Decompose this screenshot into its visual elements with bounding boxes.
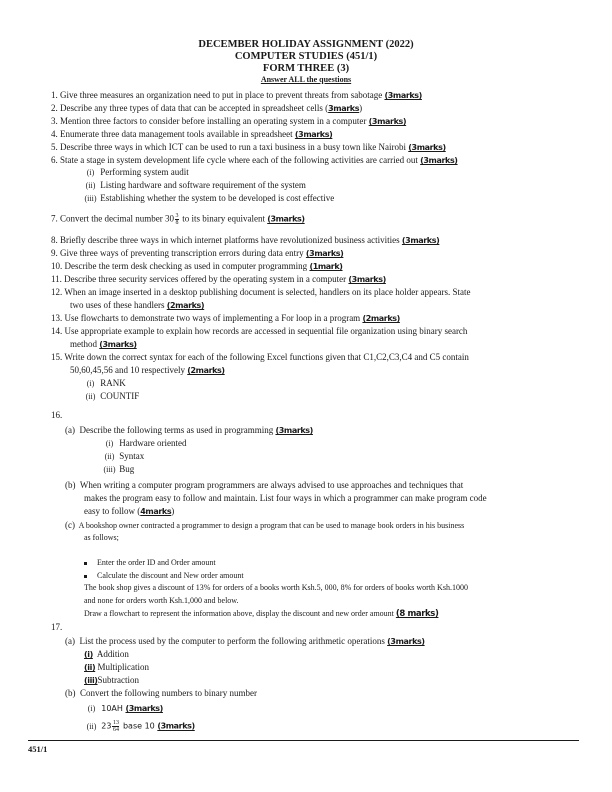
question-12: 12. When an image inserted in a desktop publishing document is selected, handlers on its place holder appears. State bbox=[51, 287, 471, 297]
question-16b-marks: 4marks bbox=[140, 507, 172, 516]
question-11-marks: (3marks) bbox=[348, 275, 386, 284]
question-14-cont: method (3marks) bbox=[70, 339, 137, 349]
fraction-3-8: $\frac{3}{8}$ bbox=[175, 213, 179, 226]
document-title: DECEMBER HOLIDAY ASSIGNMENT (2022) bbox=[198, 39, 414, 50]
question-16c-bullet: Calculate the discount and New order amount bbox=[84, 570, 244, 581]
question-7: 7. Convert the decimal number 30 $\frac{3}{8}$ to its binary equivalent (3marks) bbox=[51, 213, 305, 226]
question-8-marks: (3marks) bbox=[401, 236, 440, 245]
question-6-item: (iii) Establishing whether the system to be developed is cost effective bbox=[84, 193, 335, 203]
question-16b-cont: makes the program easy to follow and maintain. List four ways in which a programmer can make program code bbox=[84, 493, 487, 503]
question-16c-cont: Draw a flowchart to represent the information above, display the discount and new order amount (8 marks) bbox=[84, 609, 439, 619]
footer-code: 451/1 bbox=[28, 744, 48, 754]
question-15: 15. Write down the correct syntax for each of the following Excel functions given that C1,C2,C3,C4 and C5 contain bbox=[51, 352, 469, 362]
question-16-number: 16. bbox=[51, 410, 63, 420]
question-16b-cont: easy to follow (4marks) bbox=[84, 506, 175, 516]
question-10: 10. Describe the term desk checking as used in computer programming (1mark) bbox=[51, 261, 343, 271]
question-16c-cont: as follows; bbox=[84, 533, 119, 542]
instruction-text: Answer ALL the questions bbox=[260, 75, 352, 84]
question-2-text: 2. Describe any three types of data that can be accepted in spreadsheet cells ( bbox=[51, 103, 329, 113]
question-16a-item: (i) Hardware oriented bbox=[105, 438, 187, 448]
question-4-marks: (3marks) bbox=[294, 130, 333, 139]
question-16c-marks: (8 marks) bbox=[395, 609, 439, 619]
question-17a-item: (ii) Multiplication bbox=[84, 662, 149, 672]
question-17b-item: (i) 10AH (3marks) bbox=[87, 704, 163, 713]
bullet-icon bbox=[84, 575, 87, 578]
question-3 bbox=[51, 116, 406, 127]
question-1-text: 1. Give three measures an organization need to put in place to prevent threats from sabotage bbox=[51, 90, 385, 100]
question-16a-marks: (3marks) bbox=[275, 426, 313, 435]
question-13: 13. Use flowcharts to demonstrate two ways of implementing a For loop in a program (2marks) bbox=[51, 313, 400, 323]
question-15-item: (i) RANK bbox=[86, 378, 126, 388]
question-17a-item: (iii)Subtraction bbox=[84, 675, 140, 685]
question-16a: (a) Describe the following terms as used in programming (3marks) bbox=[65, 425, 313, 435]
question-7-marks: (3marks) bbox=[267, 214, 305, 224]
question-2: 2. Describe any three types of data that can be accepted in spreadsheet cells (3marks) bbox=[51, 103, 363, 113]
question-12-cont: two uses of these handlers (2marks) bbox=[70, 300, 205, 310]
question-6 bbox=[51, 155, 458, 166]
fraction-13-64: $\frac{13}{64}$ bbox=[112, 720, 119, 733]
question-3-marks: (3marks) bbox=[368, 117, 407, 126]
question-16c-cont: and none for orders worth Ksh.1,000 and below. bbox=[84, 596, 239, 605]
question-17b-i-marks: (3marks) bbox=[125, 704, 163, 713]
question-15-item: (ii) COUNTIF bbox=[85, 391, 140, 401]
question-13-marks: (2marks) bbox=[362, 314, 400, 323]
question-6-item: (ii) Listing hardware and software requirement of the system bbox=[85, 180, 306, 190]
question-11: 11. Describe three security services offered by the operating system in a computer (3marks) bbox=[51, 274, 386, 284]
question-17b-ii-marks: (3marks) bbox=[157, 721, 195, 731]
question-9: 9. Give three ways of preventing transcription errors during data entry (3marks) bbox=[51, 248, 344, 258]
question-4 bbox=[51, 129, 332, 140]
question-17a-item: (i) Addition bbox=[84, 649, 129, 659]
question-17b: (b) Convert the following numbers to binary number bbox=[65, 688, 257, 698]
question-2-marks: 3marks bbox=[328, 104, 360, 113]
question-16a-item: (iii) Bug bbox=[103, 464, 135, 474]
question-17b-item: (ii) 23 $\frac{13}{64}$ base 10 (3marks) bbox=[86, 720, 195, 733]
footer-divider bbox=[28, 740, 579, 741]
question-6-marks: (3marks) bbox=[420, 156, 458, 165]
question-1 bbox=[51, 90, 422, 101]
question-14-marks: (3marks) bbox=[99, 340, 137, 349]
question-9-marks: (3marks) bbox=[305, 249, 344, 258]
question-5 bbox=[51, 142, 446, 153]
question-16c-bullet: Enter the order ID and Order amount bbox=[84, 557, 216, 568]
question-1-marks: (3marks) bbox=[384, 91, 422, 100]
question-5-marks: (3marks) bbox=[408, 143, 446, 152]
bullet-icon bbox=[84, 562, 87, 565]
question-15-marks: (2marks) bbox=[187, 366, 225, 375]
question-16a-item: (ii) Syntax bbox=[104, 451, 145, 461]
subject-title: COMPUTER STUDIES (451/1) bbox=[234, 51, 378, 62]
question-16b: (b) When writing a computer program programmers are always advised to use approaches and techniques that bbox=[65, 480, 464, 490]
question-16c: (c) A bookshop owner contracted a programmer to design a program that can be used to manage book orders in his business bbox=[65, 520, 465, 530]
question-6-item: (i) Performing system audit bbox=[86, 167, 189, 177]
question-12-marks: (2marks) bbox=[166, 301, 205, 310]
question-4-text: 4. Enumerate three data management tools available in spreadsheet bbox=[51, 129, 295, 139]
form-title: FORM THREE (3) bbox=[262, 63, 350, 74]
question-17a: (a) List the process used by the computer to perform the following arithmetic operations (3marks) bbox=[65, 636, 425, 646]
question-17-number: 17. bbox=[51, 622, 63, 632]
question-5-text: 5. Describe three ways in which ICT can be used to run a taxi business in a busy town like Nairobi bbox=[51, 142, 409, 152]
question-3-text: 3. Mention three factors to consider before installing an operating system in a computer bbox=[51, 116, 369, 126]
question-6-text: 6. State a stage in system development life cycle where each of the following activities are carried out bbox=[51, 155, 421, 165]
question-16c-cont: The book shop gives a discount of 13% for orders of a books worth Ksh.5, 000, 8% for orders of books worth Ksh.1000 bbox=[84, 583, 468, 592]
question-17a-marks: (3marks) bbox=[387, 637, 425, 646]
question-8: 8. Briefly describe three ways in which internet platforms have revolutionized business activities (3marks) bbox=[51, 235, 440, 245]
question-15-cont: 50,60,45,56 and 10 respectively (2marks) bbox=[70, 365, 225, 375]
question-10-marks: (1mark) bbox=[309, 262, 343, 271]
question-14: 14. Use appropriate example to explain how records are accessed in sequential file organization using binary search bbox=[51, 326, 468, 336]
